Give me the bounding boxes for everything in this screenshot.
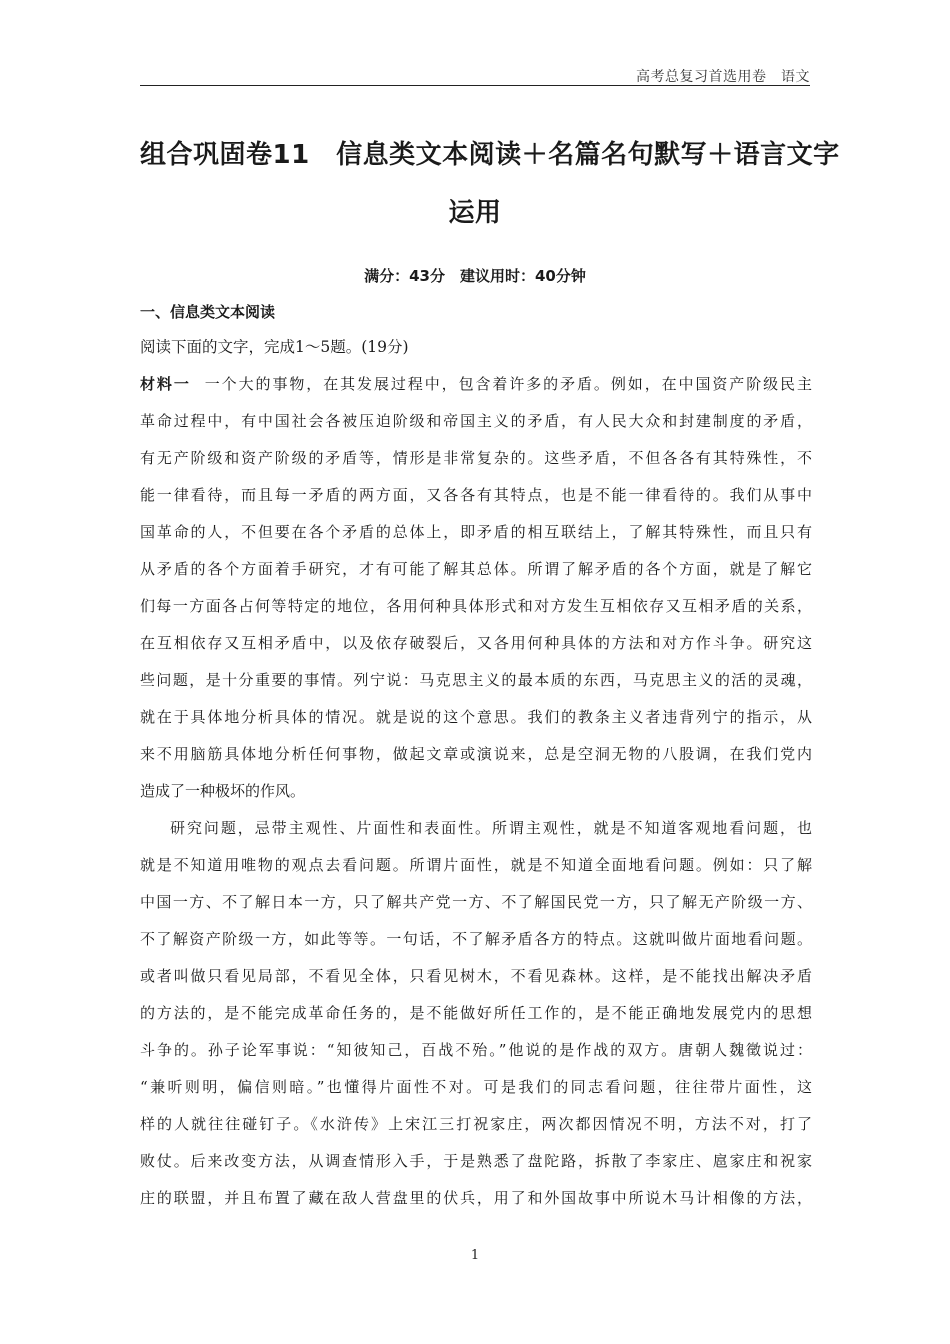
text-line: 材料一 一个大的事物，在其发展过程中，包含着许多的矛盾。例如，在中国资产阶级民主: [140, 375, 812, 393]
text-line: “兼听则明，偏信则暗。”也懂得片面性不对。可是我们的同志看问题，往往带片面性，这: [140, 1078, 812, 1096]
text-line: 样的人就往往碰钉子。《水浒传》上宋江三打祝家庄，两次都因情况不明，方法不对，打了: [140, 1115, 812, 1133]
running-header: 高考总复习首选用卷 语文: [636, 69, 810, 85]
text-line: 些问题，是十分重要的事情。列宁说：马克思主义的最本质的东西，马克思主义的活的灵魂，: [140, 671, 812, 689]
text-line: 造成了一种极坏的作风。: [140, 782, 306, 800]
text-line: 不了解资产阶级一方，如此等等。一句话，不了解矛盾各方的特点。这就叫做片面地看问题。: [140, 930, 812, 948]
text-line: 或者叫做只看见局部，不看见全体，只看见树木，不看见森林。这样，是不能找出解决矛盾: [140, 967, 812, 985]
text-line: 们每一方面各占何等特定的地位，各用何种具体形式和对方发生互相依存又互相矛盾的关系，: [140, 597, 812, 615]
text-line: 在互相依存又互相矛盾中，以及依存破裂后，又各用何种具体的方法和对方作斗争。研究这: [140, 634, 812, 652]
score-and-time: 满分：43分 建议用时：40分钟: [364, 267, 586, 285]
text-line: 有无产阶级和资产阶级的矛盾等，情形是非常复杂的。这些矛盾，不但各各有其特殊性，不: [140, 449, 812, 467]
text-line: 庄的联盟，并且布置了藏在敌人营盘里的伏兵，用了和外国故事中所说木马计相像的方法，: [140, 1189, 812, 1207]
text-line: 就是不知道用唯物的观点去看问题。所谓片面性，就是不知道全面地看问题。例如：只了解: [140, 856, 812, 874]
text-line: 国革命的人，不但要在各个矛盾的总体上，即矛盾的相互联结上，了解其特殊性，而且只有: [140, 523, 812, 541]
text-line: 败仗。后来改变方法，从调查情形入手，于是熟悉了盘陀路，拆散了李家庄、扈家庄和祝家: [140, 1152, 812, 1170]
text-line: 能一律看待，而且每一矛盾的两方面，又各各有其特点，也是不能一律看待的。我们从事中: [140, 486, 812, 504]
section-heading: 一、信息类文本阅读: [140, 303, 276, 321]
text-line: 革命过程中，有中国社会各被压迫阶级和帝国主义的矛盾，有人民大众和封建制度的矛盾，: [140, 412, 812, 430]
text-line: 研究问题，忌带主观性、片面性和表面性。所谓主观性，就是不知道客观地看问题，也: [170, 819, 812, 837]
text-line: 就在于具体地分析具体的情况。就是说的这个意思。我们的教条主义者违背列宁的指示，从: [140, 708, 812, 726]
text-line: 来不用脑筋具体地分析任何事物，做起文章或演说来，总是空洞无物的八股调，在我们党内: [140, 745, 812, 763]
title-line-1: 组合巩固卷11 信息类文本阅读＋名篇名句默写＋语言文字: [140, 140, 840, 170]
text-line: 中国一方、不了解日本一方，只了解共产党一方、不了解国民党一方，只了解无产阶级一方、: [140, 893, 812, 911]
text-line: 斗争的。孙子论军事说：“知彼知己，百战不殆。”他说的是作战的双方。唐朝人魏徵说过：: [140, 1041, 812, 1059]
material-text: [140, 366, 812, 1217]
text-line: 从矛盾的各个方面着手研究，才有可能了解其总体。所谓了解矛盾的各个方面，就是了解它: [140, 560, 812, 578]
header-divider: [140, 85, 810, 86]
material-label: 材料一: [140, 375, 191, 393]
title-line-2: 运用: [448, 198, 502, 228]
page-title: [140, 126, 840, 242]
reading-instruction: 阅读下面的文字，完成1～5题。(19分): [140, 338, 409, 356]
text-line: 的方法的，是不能完成革命任务的，是不能做好所任工作的，是不能正确地发展党内的思想: [140, 1004, 812, 1022]
page-number: 1: [470, 1248, 480, 1263]
